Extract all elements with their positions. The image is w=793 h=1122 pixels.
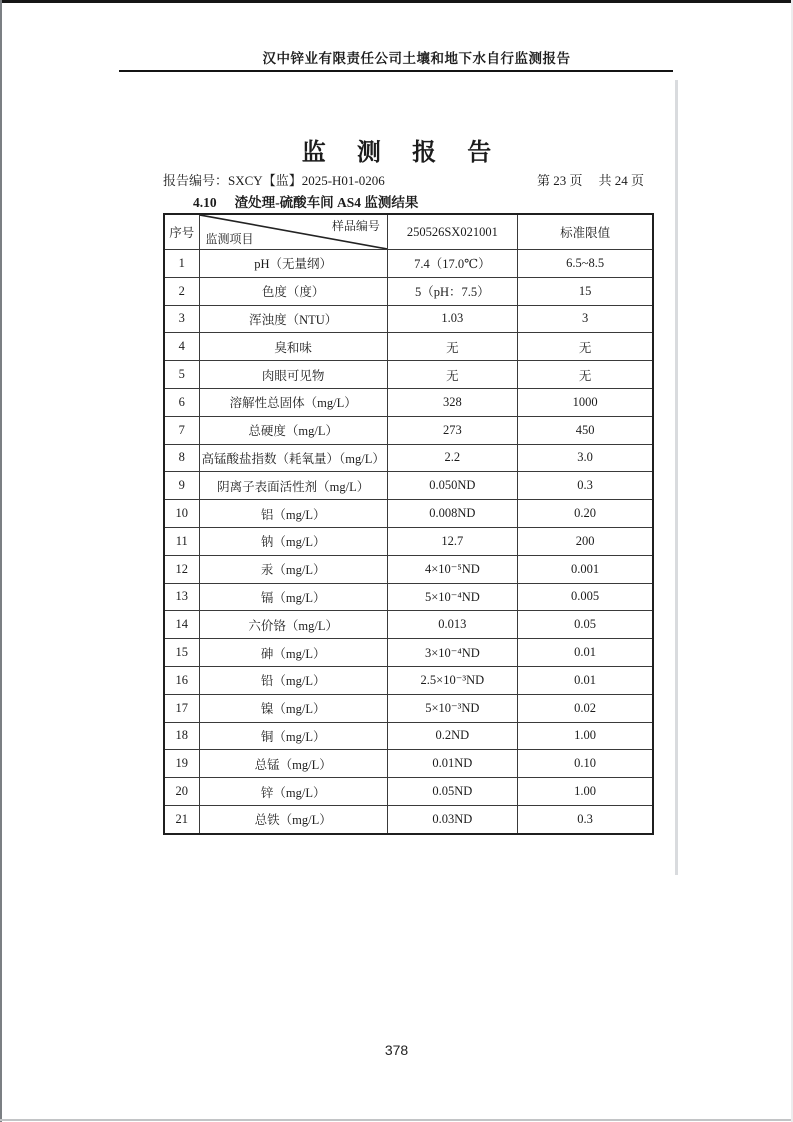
row-item: 铜（mg/L） xyxy=(199,722,387,750)
row-item: 阴离子表面活性剂（mg/L） xyxy=(199,472,387,500)
row-value: 0.008ND xyxy=(387,500,517,528)
row-value: 273 xyxy=(387,416,517,444)
table-row xyxy=(164,444,653,472)
row-index: 6 xyxy=(164,388,199,416)
row-value: 12.7 xyxy=(387,527,517,555)
table-row xyxy=(164,388,653,416)
header-index: 序号 xyxy=(164,214,199,250)
row-index: 8 xyxy=(164,444,199,472)
table-row xyxy=(164,555,653,583)
scan-edge-left xyxy=(0,0,2,1122)
row-limit: 1.00 xyxy=(517,778,653,806)
row-value: 无 xyxy=(387,361,517,389)
row-item: 肉眼可见物 xyxy=(199,361,387,389)
table-row xyxy=(164,500,653,528)
row-index: 2 xyxy=(164,277,199,305)
report-number-line xyxy=(163,170,385,189)
scan-edge-bottom xyxy=(0,1119,793,1121)
row-limit: 0.3 xyxy=(517,472,653,500)
row-item: 总锰（mg/L） xyxy=(199,750,387,778)
row-value: 5×10⁻⁴ND xyxy=(387,583,517,611)
row-item: 溶解性总固体（mg/L） xyxy=(199,388,387,416)
row-limit: 0.05 xyxy=(517,611,653,639)
row-limit: 无 xyxy=(517,333,653,361)
row-value: 0.2ND xyxy=(387,722,517,750)
row-index: 10 xyxy=(164,500,199,528)
row-index: 15 xyxy=(164,639,199,667)
table-row xyxy=(164,805,653,833)
row-value: 0.01ND xyxy=(387,750,517,778)
row-index: 14 xyxy=(164,611,199,639)
table-row xyxy=(164,639,653,667)
header-diagonal-cell xyxy=(199,214,387,250)
row-index: 3 xyxy=(164,305,199,333)
table-row xyxy=(164,305,653,333)
report-title: 监测报告 xyxy=(301,140,523,166)
row-value: 无 xyxy=(387,333,517,361)
row-limit: 0.02 xyxy=(517,694,653,722)
row-item: 锌（mg/L） xyxy=(199,778,387,806)
header-limit: 标准限值 xyxy=(517,214,653,250)
section-heading xyxy=(193,191,418,211)
row-item: 色度（度） xyxy=(199,277,387,305)
row-limit: 无 xyxy=(517,361,653,389)
row-limit: 450 xyxy=(517,416,653,444)
row-limit: 200 xyxy=(517,527,653,555)
row-value: 2.2 xyxy=(387,444,517,472)
row-index: 16 xyxy=(164,666,199,694)
monitoring-results-table xyxy=(163,213,654,835)
header-sample-id-label: 样品编号 xyxy=(331,219,380,233)
footer-page-number: 378 xyxy=(384,1042,409,1058)
scan-edge-top xyxy=(0,0,793,3)
row-index: 21 xyxy=(164,805,199,833)
table-row xyxy=(164,416,653,444)
table-row xyxy=(164,250,653,278)
row-limit: 1.00 xyxy=(517,722,653,750)
row-item: 浑浊度（NTU） xyxy=(199,305,387,333)
row-item: 镍（mg/L） xyxy=(199,694,387,722)
row-index: 5 xyxy=(164,361,199,389)
table-row xyxy=(164,666,653,694)
row-value: 1.03 xyxy=(387,305,517,333)
row-item: 高锰酸盐指数（耗氧量）（mg/L） xyxy=(199,444,387,472)
table-row xyxy=(164,694,653,722)
row-limit: 0.3 xyxy=(517,805,653,833)
row-index: 13 xyxy=(164,583,199,611)
row-value: 5（pH：7.5） xyxy=(387,277,517,305)
table-row xyxy=(164,778,653,806)
row-limit: 3.0 xyxy=(517,444,653,472)
results-table-body xyxy=(164,250,653,834)
header-item-label: 监测项目 xyxy=(205,232,254,246)
row-value: 7.4（17.0℃） xyxy=(387,250,517,278)
row-item: pH（无量纲） xyxy=(199,250,387,278)
table-row xyxy=(164,472,653,500)
table-row xyxy=(164,277,653,305)
section-title: 渣处理-硫酸车间 AS4 监测结果 xyxy=(234,195,419,210)
row-item: 钠（mg/L） xyxy=(199,527,387,555)
row-limit: 3 xyxy=(517,305,653,333)
row-value: 0.05ND xyxy=(387,778,517,806)
row-value: 2.5×10⁻³ND xyxy=(387,666,517,694)
row-item: 铅（mg/L） xyxy=(199,666,387,694)
row-value: 0.013 xyxy=(387,611,517,639)
row-limit: 6.5~8.5 xyxy=(517,250,653,278)
row-item: 铝（mg/L） xyxy=(199,500,387,528)
row-item: 臭和味 xyxy=(199,333,387,361)
row-index: 20 xyxy=(164,778,199,806)
table-header-row xyxy=(164,214,653,250)
page-indicator xyxy=(537,170,644,189)
row-index: 7 xyxy=(164,416,199,444)
row-index: 17 xyxy=(164,694,199,722)
row-value: 0.050ND xyxy=(387,472,517,500)
row-item: 砷（mg/L） xyxy=(199,639,387,667)
row-limit: 0.005 xyxy=(517,583,653,611)
row-index: 11 xyxy=(164,527,199,555)
row-limit: 0.01 xyxy=(517,639,653,667)
row-value: 328 xyxy=(387,388,517,416)
row-limit: 0.20 xyxy=(517,500,653,528)
row-value: 5×10⁻³ND xyxy=(387,694,517,722)
row-index: 1 xyxy=(164,250,199,278)
table-row xyxy=(164,527,653,555)
row-item: 汞（mg/L） xyxy=(199,555,387,583)
row-value: 4×10⁻⁵ND xyxy=(387,555,517,583)
row-limit: 0.001 xyxy=(517,555,653,583)
row-limit: 0.10 xyxy=(517,750,653,778)
table-row xyxy=(164,361,653,389)
row-index: 19 xyxy=(164,750,199,778)
table-row xyxy=(164,583,653,611)
header-sample-id: 250526SX021001 xyxy=(387,214,517,250)
report-number-label: 报告编号： xyxy=(163,173,229,188)
table-header xyxy=(164,214,653,250)
row-index: 18 xyxy=(164,722,199,750)
row-item: 总硬度（mg/L） xyxy=(199,416,387,444)
page-total: 共 24 页 xyxy=(598,173,645,188)
row-index: 9 xyxy=(164,472,199,500)
row-limit: 1000 xyxy=(517,388,653,416)
row-value: 3×10⁻⁴ND xyxy=(387,639,517,667)
document-running-header: 汉中锌业有限责任公司土壤和地下水自行监测报告 xyxy=(262,51,571,66)
row-index: 12 xyxy=(164,555,199,583)
row-index: 4 xyxy=(164,333,199,361)
section-number: 4.10 xyxy=(193,195,217,210)
scan-page-shadow xyxy=(675,80,678,875)
page-current: 第 23 页 xyxy=(537,173,583,188)
table-row xyxy=(164,333,653,361)
row-value: 0.03ND xyxy=(387,805,517,833)
table-row xyxy=(164,750,653,778)
row-limit: 15 xyxy=(517,277,653,305)
table-row xyxy=(164,722,653,750)
report-number-value: SXCY【监】2025-H01-0206 xyxy=(228,173,385,188)
row-item: 六价铬（mg/L） xyxy=(199,611,387,639)
row-item: 总铁（mg/L） xyxy=(199,805,387,833)
table-row xyxy=(164,611,653,639)
header-rule xyxy=(119,70,673,72)
row-limit: 0.01 xyxy=(517,666,653,694)
row-item: 镉（mg/L） xyxy=(199,583,387,611)
